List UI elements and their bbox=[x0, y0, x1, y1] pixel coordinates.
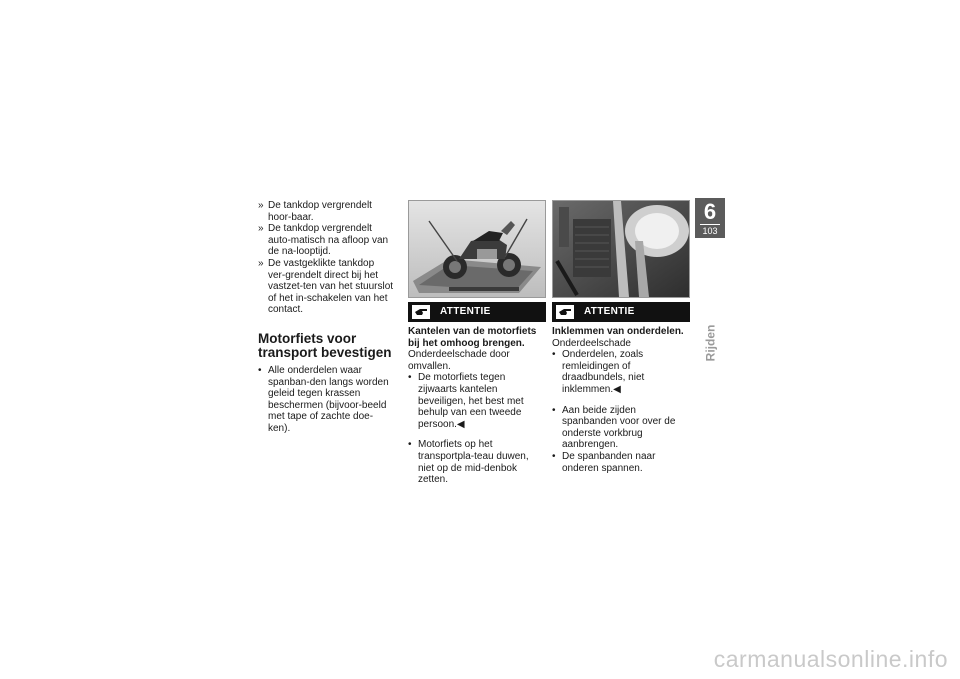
instruction-item: • De motorfiets tegen zijwaarts kantelen beveiligen, het best met behulp van een tweede persoon.◀ bbox=[408, 372, 524, 430]
section-heading: Motorfiets voor transport bevestigen bbox=[258, 330, 392, 361]
attention-label: ATTENTIE bbox=[440, 306, 491, 318]
bullet-marker: • bbox=[552, 349, 556, 361]
instruction-item: • Motorfiets op het transportpla-teau duwen, niet op de mid-denbok zetten. bbox=[408, 439, 529, 486]
bullet-marker: • bbox=[552, 404, 556, 416]
chapter-tab bbox=[695, 198, 725, 238]
chapter-number: 6 bbox=[703, 199, 717, 224]
attention-banner bbox=[552, 302, 690, 322]
watermark: carmanualsonline.info bbox=[713, 646, 948, 672]
result-item: » De vastgeklikte tankdop ver-grendelt direct bij het vastzet-ten van het stuurslot of het in-schakelen van het contact. bbox=[258, 257, 394, 316]
page-number: 103 bbox=[702, 226, 718, 236]
result-item: » De tankdop vergrendelt auto-matisch na afloop van de na-looptijd. bbox=[258, 223, 389, 258]
motorcycle-on-trailer-photo bbox=[408, 200, 546, 298]
bullet-marker: • bbox=[258, 364, 262, 376]
attention-banner bbox=[408, 302, 546, 322]
hand-pointing-icon bbox=[556, 305, 574, 319]
result-item: » De tankdop vergrendelt hoor-baar. bbox=[258, 200, 372, 223]
arrow-marker: » bbox=[258, 223, 264, 235]
instruction-item: • Aan beide zijden spanbanden voor over de onderste vorkbrug aanbrengen. bbox=[552, 404, 676, 451]
warning-lead: Kantelen van de motorfiets bij het omhoog brengen. bbox=[408, 326, 537, 349]
bullet-marker: • bbox=[408, 439, 412, 451]
column-2 bbox=[408, 200, 546, 486]
column-1 bbox=[258, 200, 394, 435]
attention-label: ATTENTIE bbox=[584, 306, 635, 318]
warning-line: Onderdeelschade bbox=[552, 337, 631, 349]
column-3 bbox=[552, 200, 690, 474]
instruction-item: • Onderdelen, zoals remleidingen of draadbundels, niet inklemmen.◀ bbox=[552, 349, 645, 395]
bullet-marker: • bbox=[408, 372, 412, 384]
hand-pointing-icon bbox=[412, 305, 430, 319]
instruction-item: • De spanbanden naar onderen spannen. bbox=[552, 450, 656, 474]
bullet-marker: • bbox=[552, 450, 556, 462]
arrow-marker: » bbox=[258, 200, 264, 211]
fork-strap-photo bbox=[552, 200, 690, 298]
arrow-marker: » bbox=[258, 257, 264, 269]
instruction-item: • Alle onderdelen waar spanban-den langs worden geleid tegen krassen beschermen (bijvoor-beeld met tape of zachte doe-ken). bbox=[258, 364, 389, 434]
warning-lead: Inklemmen van onderdelen. bbox=[552, 326, 684, 337]
chapter-title: Rijden bbox=[703, 324, 718, 362]
warning-line: Onderdeelschade door omvallen. bbox=[408, 349, 510, 372]
